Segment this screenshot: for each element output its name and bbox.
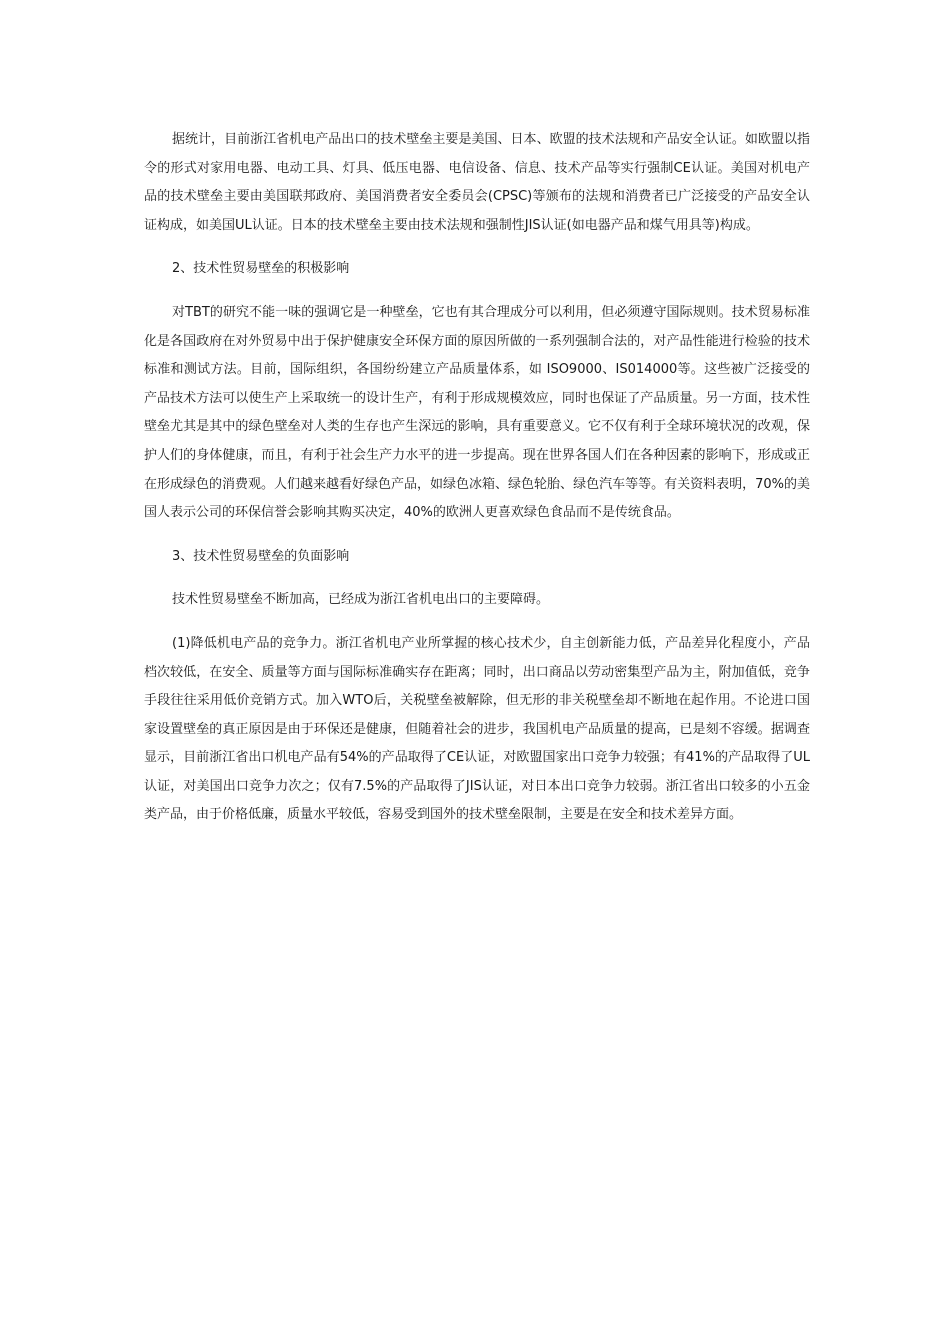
paragraph-barriers-rising: 技术性贸易壁垒不断加高，已经成为浙江省机电出口的主要障碍。	[172, 592, 550, 608]
paragraph-statistics: 据统计，目前浙江省机电产品出口的技术壁垒主要是美国、日本、欧盟的技术法规和产品安全认证。如欧盟以指令的形式对家用电器、电动工具、灯具、低压电器、电信设备、信息、技术产品等实行强制CE认证。美国对机电产品的技术壁垒主要由美国联邦政府、美国消费者安全委员会(CPSC)等颁布的法规和消费者已广泛接受的产品安全认证构成，如美国UL认证。日本的技术壁垒主要由技术法规和强制性JIS认证(如电器产品和煤气用具等)构成。	[144, 132, 810, 233]
paragraph-competitiveness: (1)降低机电产品的竞争力。浙江省机电产业所掌握的核心技术少，自主创新能力低，产品差异化程度小，产品档次较低，在安全、质量等方面与国际标准确实存在距离；同时，出口商品以劳动密集型产品为主，附加值低，竞争手段往往采用低价竞销方式。加入WTO后，关税壁垒被解除，但无形的非关税壁垒却不断地在起作用。不论进口国家设置壁垒的真正原因是由于环保还是健康，但随着社会的进步，我国机电产品质量的提高，已是刻不容缓。据调查显示，目前浙江省出口机电产品有54%的产品取得了CE认证，对欧盟国家出口竞争力较强；有41%的产品取得了UL认证，对美国出口竞争力次之；仅有7.5%的产品取得了JIS认证，对日本出口竞争力较弱。浙江省出口较多的小五金类产品，由于价格低廉，质量水平较低，容易受到国外的技术壁垒限制，主要是在安全和技术差异方面。	[144, 635, 810, 823]
section-heading-negative-impact: 3、技术性贸易壁垒的负面影响	[172, 548, 350, 564]
section-heading-positive-impact: 2、技术性贸易壁垒的积极影响	[172, 261, 350, 277]
document-body	[144, 126, 810, 830]
paragraph-positive-impact: 对TBT的研究不能一味的强调它是一种壁垒，它也有其合理成分可以利用，但必须遵守国际规则。技术贸易标准化是各国政府在对外贸易中出于保护健康安全环保方面的原因所做的一系列强制合法的，对产品性能进行检验的技术标准和测试方法。目前，国际组织，各国纷纷建立产品质量体系，如 ISO9000、IS014000等。这些被广泛接受的产品技术方法可以使生产上采取统一的设计生产，有利于形成规模效应，同时也保证了产品质量。另一方面，技术性壁垒尤其是其中的绿色壁垒对人类的生存也产生深远的影响，具有重要意义。它不仅有利于全球环境状况的改观，保护人们的身体健康，而且，有利于社会生产力水平的进一步提高。现在世界各国人们在各种因素的影响下，形成或正在形成绿色的消费观。人们越来越看好绿色产品，如绿色冰箱、绿色轮胎、绿色汽车等等。有关资料表明，70%的美国人表示公司的环保信誉会影响其购买决定，40%的欧洲人更喜欢绿色食品而不是传统食品。	[144, 304, 810, 521]
